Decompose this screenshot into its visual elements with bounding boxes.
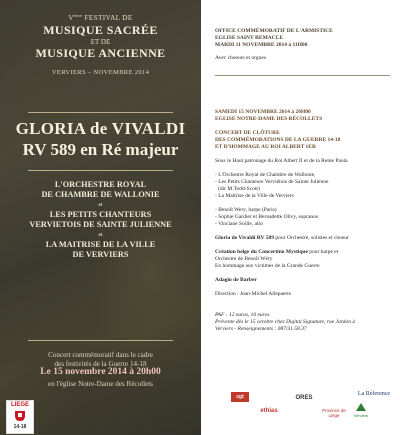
patronage: Sous le Haut patronage du Roi Albert II et de la Reine Paola	[215, 158, 348, 164]
divider-top	[28, 112, 173, 113]
office-title: OFFICE COMMÉMORATIF DE L'ARMISTICE	[215, 28, 333, 34]
sponsor-logo-ores: ORES	[295, 395, 313, 401]
performer-item: (dir M.Todd-Scott)	[218, 186, 260, 192]
separator-et: et	[98, 202, 103, 208]
direction: Direction : Jean-Michel Allepaerts	[215, 291, 291, 297]
closing-homage: ET D'HOMMAGE AU ROI ALBERT 1ER	[215, 144, 316, 150]
concert-description	[0, 351, 201, 368]
right-panel	[201, 0, 400, 435]
performer-line: L'ORCHESTRE ROYAL	[54, 180, 147, 189]
festival-title-line1: MUSIQUE SACRÉE	[43, 23, 158, 37]
performer-line: DE VERVIERS	[72, 250, 129, 259]
performer-item: - La Maîtrise de la Ville de Verviers	[215, 193, 294, 199]
performers-block	[0, 180, 201, 260]
concert-venue: EGLISE NOTRE-DAME DES RÉCOLLETS	[215, 116, 323, 122]
separator-et: et	[98, 232, 103, 238]
performer-line: LA MAITRISE DE LA VILLE	[45, 240, 156, 249]
concert-datetime: SAMEDI 15 NOVEMBRE 2014 à 20H00	[215, 109, 311, 115]
program-adagio: Adagio de Barber	[215, 277, 257, 283]
soloist-item: - Benoît Wery, harpe (Paris)	[215, 207, 277, 213]
closing-title: CONCERT DE CLÔTURE	[215, 130, 280, 136]
sponsor-logo-province: Province de Liège	[322, 408, 346, 418]
festival-dates: VERVIERS – NOVEMBRE 2014	[51, 69, 150, 76]
performer-line: DE CHAMBRE DE WALLONIE	[41, 190, 160, 199]
concert-line: des festivités de la Guerre 14-18	[54, 359, 147, 368]
liege-logo-text: LIEGE	[10, 402, 29, 408]
performer-item: - Les Petits Chanteurs Verviétois de Sainte Julienne	[215, 179, 329, 185]
work-subtitle: RV 589 en Ré majeur	[22, 140, 179, 159]
office-date: MARDI 11 NOVEMBRE 2014 à 11H00	[215, 42, 308, 48]
performer-item: - L'Orchestre Royal de Chambre de Wallonie,	[215, 172, 316, 178]
right-divider	[215, 75, 390, 76]
divider-mid	[28, 170, 173, 171]
soloist-item: - Sophie Gardier et Bernadette Olivy, sopranos	[215, 214, 319, 220]
festival-edition: Vème FESTIVAL DE	[68, 13, 133, 22]
program-creation: Création belge du Concertino Mystique pour harpe et	[215, 249, 339, 255]
sponsor-logo-verviers: Verviers	[349, 402, 373, 418]
program-creation-line2: Orchestre de Benoît Wéry	[215, 256, 273, 262]
festival-title-et: ET DE	[90, 38, 111, 46]
sponsor-logo-cgt: cgt	[231, 392, 249, 402]
performer-line: VERVIETOIS DE SAINTE JULIENNE	[29, 220, 172, 229]
liege-logo-years: 14-18	[13, 424, 27, 430]
program-gloria: Gloria de Vivaldi RV 589 pour Orchestre, solistes et choeur	[215, 235, 349, 241]
office-venue: EGLISE SAINT REMACLE	[215, 35, 284, 41]
festival-title-line2: MUSIQUE ANCIENNE	[35, 46, 166, 60]
concert-date: Le 15 novembre 2014 à 20h00	[40, 367, 161, 377]
program-creation-line3: En hommage aux victimes de la Grande Guerre	[215, 263, 320, 269]
work-title: GLORIA de VIVALDI	[15, 119, 186, 138]
divider-bottom	[28, 340, 173, 341]
performer-line: LES PETITS CHANTEURS	[49, 210, 152, 219]
soloist-item: - Vinciane Soille, alto	[215, 221, 263, 227]
verviers-emblem-icon	[355, 402, 367, 412]
sponsor-logo-la-reference: La Réference	[357, 391, 391, 397]
liege-emblem-icon	[14, 410, 26, 422]
closing-subtitle: DES COMMÉMORATIONS DE LA GUERRE 14-18	[215, 137, 341, 143]
sponsor-logo-ethias: ethias	[260, 408, 278, 414]
presale-info: Prévente dès le 15 octobre chez Digital Signature, rue Jardon à	[215, 319, 356, 325]
concert-line: Concert commémoratif dans le cadre	[48, 351, 153, 359]
office-note: Avec choeurs et orgues	[215, 55, 266, 61]
liege-logo	[6, 400, 34, 434]
concert-place: en l'église Notre-Dame des Récollets	[48, 380, 153, 388]
presale-contact: Verviers - Renseignements : 087/31.58.37	[215, 326, 307, 332]
ticket-price: PAF : 12 euros, 10 euros	[215, 312, 270, 318]
